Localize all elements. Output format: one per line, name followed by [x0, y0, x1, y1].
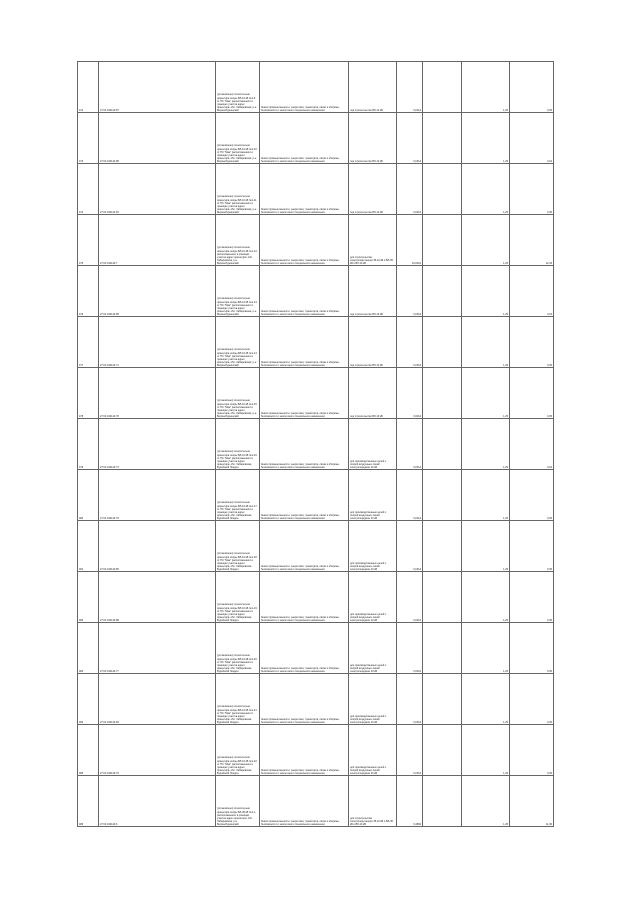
amount-value: 0,05: [510, 725, 554, 776]
cadastral-number: 27:01:010144:6: [99, 776, 216, 827]
location-description: (установлено) относительно ориентира опоры ВЛ-10 кВ №1-13 от ПС "Ман" расположенного в границах участка адрес ориентира: обл. Хабаровская, р-н Верхнебуреинский: [216, 266, 260, 317]
amount-value: 0,05: [510, 623, 554, 674]
permitted-use: под строительство ВЛ-10 кВ: [349, 164, 397, 215]
land-category: Земли промышленности, энергетики, транспорта, связи и обороны, безопасности и земли иного специального назначения: [260, 419, 349, 470]
land-category: Земли промышленности, энергетики, транспорта, связи и обороны, безопасности и земли иного специального назначения: [260, 215, 349, 266]
cadastral-number: 27:01:010144:87: [99, 62, 216, 113]
rate-value: 1,25: [462, 164, 510, 215]
rate-value: 1,25: [462, 266, 510, 317]
area-value: 0,0014: [397, 572, 423, 623]
table-row: [78, 623, 554, 674]
area-value: 10,0014: [397, 215, 423, 266]
amount-value: 0,05: [510, 674, 554, 725]
rate-value: 1,25: [462, 521, 510, 572]
table-row: [78, 164, 554, 215]
area-value: 0,0014: [397, 623, 423, 674]
cadastral-number: 27:01:010144:7: [99, 215, 216, 266]
cadastral-number: 27:01:010144:78: [99, 368, 216, 419]
location-description: (установлено) относительно ориентира опоры ВЛ-10 кВ №1-11 от ПС "Ман" расположенного в границах участка адрес ориентира: обл. Хабаровская, р-н Верхнебуреинский: [216, 164, 260, 215]
row-number: 485: [78, 725, 99, 776]
cadastral-number: 27:01:010144:95: [99, 266, 216, 317]
area-value: 0,0014: [397, 470, 423, 521]
empty-cell: [423, 62, 462, 113]
rate-value: 1,25: [462, 368, 510, 419]
permitted-use: под строительство ВЛ-10 кВ: [349, 266, 397, 317]
empty-cell: [423, 113, 462, 164]
amount-value: 12,18: [510, 215, 554, 266]
area-value: 9,4684: [397, 776, 423, 827]
rate-value: 1,25: [462, 317, 510, 368]
location-description: (установлено) относительно ориентира опоры ВЛ-10 кВ №1-12, расположенного в границах участка адрес ориентира: обл. Хабаровская, р-н Верхнебуреинский: [216, 215, 260, 266]
area-value: 0,0014: [397, 368, 423, 419]
empty-cell: [423, 623, 462, 674]
permitted-use: для производственных целей с опорой воздушных линий электропередачи 10 кВ: [349, 725, 397, 776]
row-number: 479: [78, 419, 99, 470]
cadastral-number: 27:01:010144:98: [99, 113, 216, 164]
cadastral-number: 27:01:010144:73: [99, 419, 216, 470]
permitted-use: под строительство ВЛ-10 кВ: [349, 368, 397, 419]
land-category: Земли промышленности, энергетики, транспорта, связи и обороны, безопасности и земли иного специального назначения: [260, 725, 349, 776]
row-number: 474: [78, 164, 99, 215]
permitted-use: под строительство ВЛ-10 кВ: [349, 62, 397, 113]
table-row: [78, 368, 554, 419]
amount-value: 11,96: [510, 776, 554, 827]
land-category: Земли промышленности, энергетики, транспорта, связи и обороны, безопасности и земли иного специального назначения: [260, 674, 349, 725]
table-row: [78, 521, 554, 572]
area-value: 0,0014: [397, 674, 423, 725]
table-row: [78, 674, 554, 725]
cadastral-number: 27:01:010144:71: [99, 317, 216, 368]
row-number: 481: [78, 521, 99, 572]
row-number: 486: [78, 776, 99, 827]
land-category: Земли промышленности, энергетики, транспорта, связи и обороны, безопасности и земли иного специального назначения: [260, 623, 349, 674]
area-value: 0,0014: [397, 62, 423, 113]
permitted-use: под строительство ВЛ-10 кВ: [349, 113, 397, 164]
rate-value: 1,25: [462, 470, 510, 521]
location-description: (установлено) относительно ориентира опоры ВЛ-10 кВ №1-19 от ПС "Ман" расположенного в границах участка адрес ориентира: обл. Хабаровская, Бурейский Лондон: [216, 572, 260, 623]
land-category: Земли промышленности, энергетики, транспорта, связи и обороны, безопасности и земли иного специального назначения: [260, 113, 349, 164]
amount-value: 0,05: [510, 164, 554, 215]
amount-value: 0,05: [510, 521, 554, 572]
table-row: [78, 317, 554, 368]
row-number: 477: [78, 317, 99, 368]
cadastral-number: 27:01:010144:77: [99, 623, 216, 674]
location-description: (установлено) относительно ориентира опоры ВЛ-10 кВ №1-14 от ПС "Ман" расположенного в границах участка адрес ориентира: обл. Хабаровская, р-н Верхнебуреинский: [216, 317, 260, 368]
empty-cell: [423, 725, 462, 776]
area-value: 0,0014: [397, 113, 423, 164]
amount-value: 0,05: [510, 470, 554, 521]
amount-value: 0,05: [510, 368, 554, 419]
cadastral-number: 27:01:010144:88: [99, 572, 216, 623]
empty-cell: [423, 470, 462, 521]
land-category: Земли промышленности, энергетики, транспорта, связи и обороны, безопасности и земли иного специального назначения: [260, 521, 349, 572]
cadastral-number: 27:01:010144:63: [99, 164, 216, 215]
land-category: Земли промышленности, энергетики, транспорта, связи и обороны, безопасности и земли иного специального назначения: [260, 164, 349, 215]
empty-cell: [423, 317, 462, 368]
permitted-use: для производственных целей с опорой воздушных линий электропередачи 10 кВ: [349, 674, 397, 725]
land-category: Земли промышленности, энергетики, транспорта, связи и обороны, безопасности и земли иного специального назначения: [260, 776, 349, 827]
permitted-use: для производственных целей с опорой воздушных линий электропередачи 10 кВ: [349, 419, 397, 470]
amount-value: 0,05: [510, 572, 554, 623]
land-parcel-table: [77, 61, 554, 827]
rate-value: 1,25: [462, 419, 510, 470]
permitted-use: для строительства электроподстанции 35-10 кВ и ВЛ-35 кВ и ВЛ-10 кВ: [349, 776, 397, 827]
table-row: [78, 215, 554, 266]
table-row: [78, 266, 554, 317]
row-number: 482: [78, 572, 99, 623]
cadastral-number: 27:01:010144:83: [99, 674, 216, 725]
area-value: 0,0014: [397, 317, 423, 368]
location-description: (установлено) относительно ориентира опоры ВЛ-10 кВ №1-18 от ПС "Ман" расположенного в границах участка адрес ориентира: обл. Хабаровская, Бурейский Лондон: [216, 521, 260, 572]
row-number: 480: [78, 470, 99, 521]
rate-value: 1,25: [462, 725, 510, 776]
table-row: [78, 62, 554, 113]
row-number: 473: [78, 113, 99, 164]
location-description: (установлено) относительно ориентира опоры ВЛ-35 кВ №1-1, расположенного в границах участка адрес ориентира: обл. Хабаровская, р-н Верхнебуреинский: [216, 776, 260, 827]
row-number: 484: [78, 674, 99, 725]
rate-value: 1,25: [462, 623, 510, 674]
location-description: (установлено) относительно ориентира опоры ВЛ-10 кВ №1-22 от ПС "Ман" расположенного в границах участка адрес ориентира: обл. Хабаровская, Бурейский Лондон: [216, 725, 260, 776]
amount-value: 0,04: [510, 266, 554, 317]
row-number: 472: [78, 62, 99, 113]
table-body: [78, 62, 554, 827]
land-category: Земли промышленности, энергетики, транспорта, связи и обороны, безопасности и земли иного специального назначения: [260, 62, 349, 113]
rate-value: 1,25: [462, 776, 510, 827]
location-description: (установлено) относительно ориентира опоры ВЛ-10 кВ №1-15 от ПС "Ман" расположенного в границах участка адрес ориентира: обл. Хабаровская, р-н Верхнебуреинский: [216, 368, 260, 419]
empty-cell: [423, 674, 462, 725]
table-row: [78, 776, 554, 827]
rate-value: 1,25: [462, 572, 510, 623]
table-row: [78, 572, 554, 623]
cadastral-number: 27:01:010144:79: [99, 725, 216, 776]
land-category: Земли промышленности, энергетики, транспорта, связи и обороны, безопасности и земли иного специального назначения: [260, 470, 349, 521]
land-category: Земли промышленности, энергетики, транспорта, связи и обороны, безопасности и земли иного специального назначения: [260, 368, 349, 419]
permitted-use: для строительства электроподстанции 35-10 кВ и ВЛ-35 кВ и ВЛ-10 кВ: [349, 215, 397, 266]
land-category: Земли промышленности, энергетики, транспорта, связи и обороны, безопасности и земли иного специального назначения: [260, 266, 349, 317]
table-row: [78, 470, 554, 521]
empty-cell: [423, 521, 462, 572]
table-row: [78, 725, 554, 776]
permitted-use: для производственных целей с опорой воздушных линий электропередачи 10 кВ: [349, 623, 397, 674]
land-category: Земли промышленности, энергетики, транспорта, связи и обороны, безопасности и земли иного специального назначения: [260, 317, 349, 368]
permitted-use: для производственных целей с опорой воздушных линий электропередачи 10 кВ: [349, 470, 397, 521]
empty-cell: [423, 164, 462, 215]
area-value: 0,0014: [397, 266, 423, 317]
table-row: [78, 113, 554, 164]
area-value: 0,0014: [397, 164, 423, 215]
row-number: 483: [78, 623, 99, 674]
amount-value: 0,04: [510, 113, 554, 164]
empty-cell: [423, 419, 462, 470]
location-description: (установлено) относительно ориентира опоры ВЛ-10 кВ №1-10 от ПС "Ман" расположенного в границах участка адрес ориентира: обл. Хабаровская, р-н Верхнебуреинский: [216, 113, 260, 164]
location-description: (установлено) относительно ориентира опоры ВЛ-10 кВ №1-16 от ПС "Ман" расположенного в границах участка адрес ориентира: обл. Хабаровская, Бурейский Лондон: [216, 419, 260, 470]
rate-value: 1,25: [462, 62, 510, 113]
amount-value: 0,05: [510, 62, 554, 113]
area-value: 0,0014: [397, 521, 423, 572]
amount-value: 0,04: [510, 419, 554, 470]
location-description: (установлено) относительно ориентира опоры ВЛ-10 кВ №1-17 от ПС "Ман" расположенного в границах участка адрес ориентира: обл. Хабаровская, Бурейский Лондон: [216, 470, 260, 521]
area-value: 0,0014: [397, 725, 423, 776]
permitted-use: для производственных целей с опорой воздушных линий электропередачи 10 кВ: [349, 521, 397, 572]
cadastral-number: 27:01:010144:85: [99, 521, 216, 572]
permitted-use: для производственных целей с опорой воздушных линий электропередачи 10 кВ: [349, 572, 397, 623]
empty-cell: [423, 266, 462, 317]
empty-cell: [423, 776, 462, 827]
cadastral-number: 27:01:010144:76: [99, 470, 216, 521]
row-number: 475: [78, 215, 99, 266]
location-description: (установлено) относительно ориентира опоры ВЛ-10 кВ №1-21 от ПС "Ман" расположенного в границах участка адрес ориентира: обл. Хабаровская, Бурейский Лондон: [216, 674, 260, 725]
location-description: (установлено) относительно ориентира опоры ВЛ-10 кВ №1-9 от ПС "Ман" расположенного в границах участка адрес ориентира: обл. Хабаровская, р-н Верхнебуреинский: [216, 62, 260, 113]
rate-value: 1,25: [462, 113, 510, 164]
row-number: 476: [78, 266, 99, 317]
empty-cell: [423, 368, 462, 419]
empty-cell: [423, 215, 462, 266]
permitted-use: под строительство ВЛ-10 кВ: [349, 317, 397, 368]
amount-value: 0,05: [510, 317, 554, 368]
location-description: (установлено) относительно ориентира опоры ВЛ-10 кВ №1-20 от ПС "Ман" расположенного в границах участка адрес ориентира: обл. Хабаровская, Бурейский Лондон: [216, 623, 260, 674]
rate-value: 1,25: [462, 215, 510, 266]
empty-cell: [423, 572, 462, 623]
rate-value: 1,25: [462, 674, 510, 725]
table-row: [78, 419, 554, 470]
land-category: Земли промышленности, энергетики, транспорта, связи и обороны, безопасности и земли иного специального назначения: [260, 572, 349, 623]
area-value: 0,0014: [397, 419, 423, 470]
row-number: 478: [78, 368, 99, 419]
